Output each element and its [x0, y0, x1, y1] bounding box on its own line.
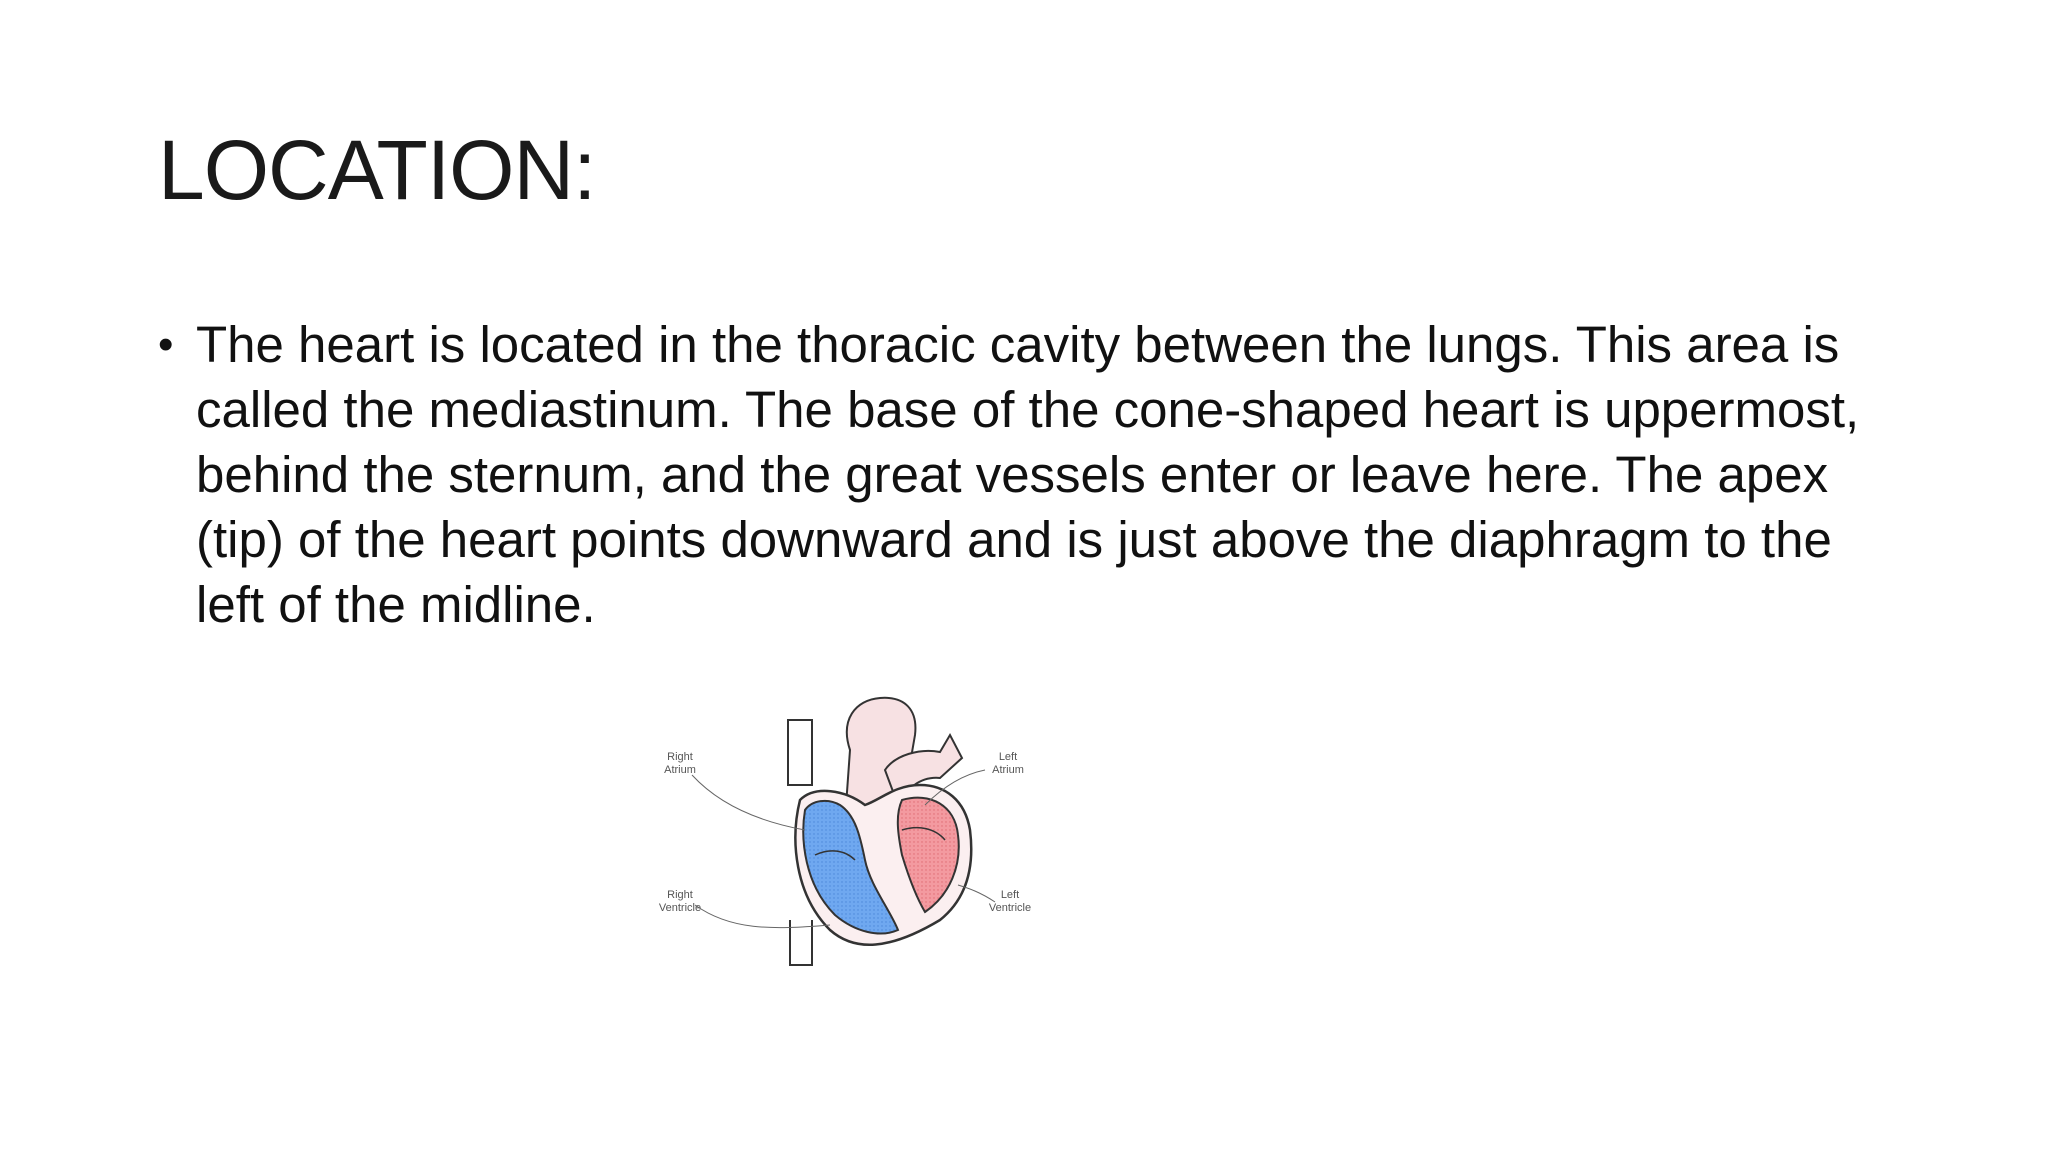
left-ventricle-label-1: Left: [1000, 889, 1020, 901]
left-atrium-label-2: Atrium: [992, 764, 1024, 776]
bullet-item: [158, 312, 1898, 637]
right-ventricle-label-2: Ventricle: [658, 902, 702, 914]
right-ventricle-label-1: Right: [667, 889, 693, 901]
bullet-list: [158, 312, 1898, 637]
heart-diagram: [640, 680, 1080, 1000]
heart-illustration: [640, 680, 1080, 1000]
right-atrium-label-2: Atrium: [664, 764, 696, 776]
left-ventricle-label-2: Ventricle: [988, 902, 1032, 914]
bullet-icon: •: [158, 320, 174, 369]
superior-vena-cava: [788, 720, 812, 785]
left-atrium-label-1: Left: [998, 751, 1018, 763]
right-atrium-label-1: Right: [667, 751, 693, 763]
bullet-text: The heart is located in the thoracic cavity between the lungs. This area is called the mediastinum. The base of the cone-shaped heart is uppermost, behind the sternum, and the great vessels enter or leave here. The apex (tip) of the heart points downward and is just above the diaphragm to the left of the midline.: [196, 316, 1860, 633]
slide-title: LOCATION:: [158, 123, 596, 217]
